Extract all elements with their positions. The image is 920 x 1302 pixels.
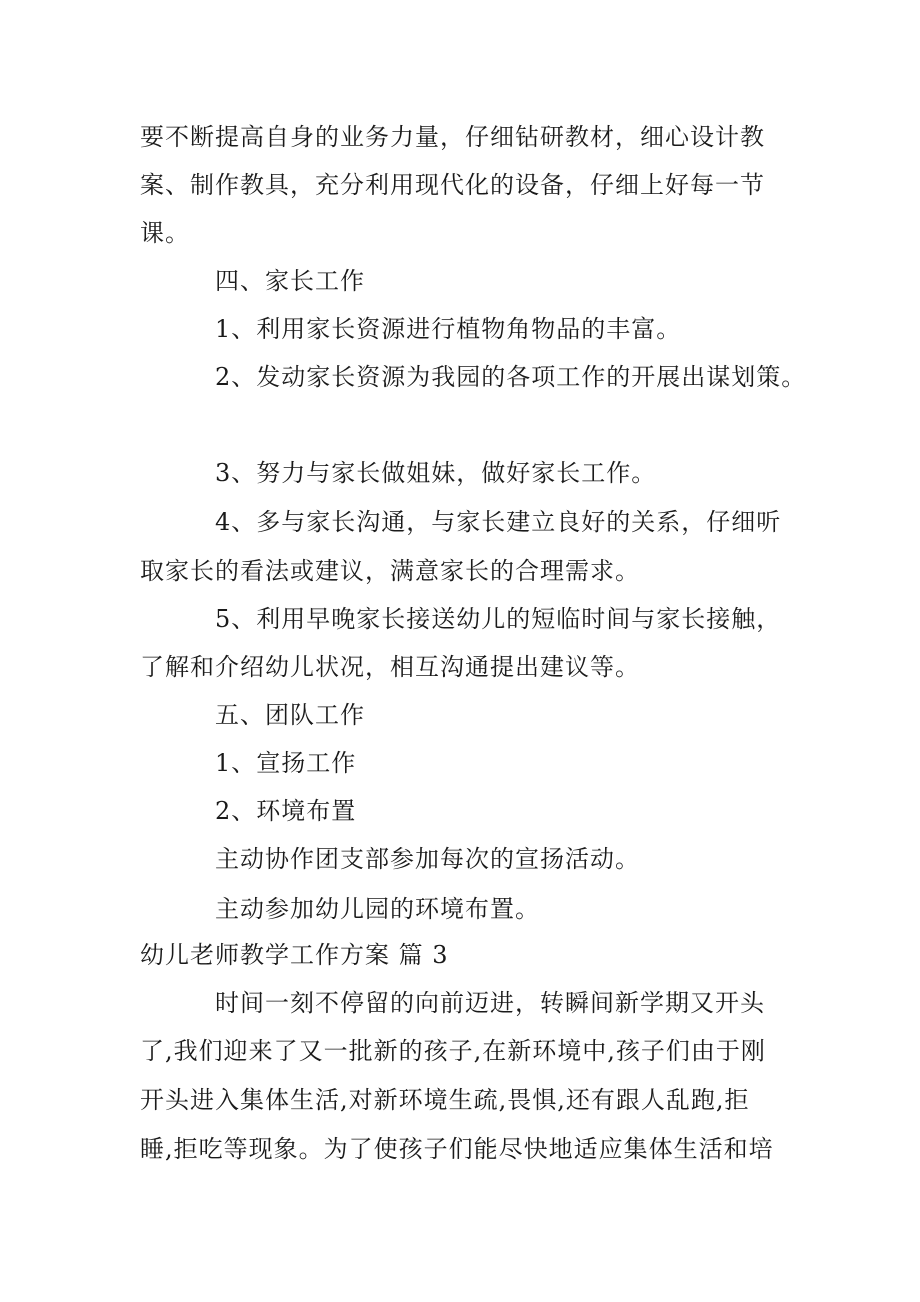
text-line: 5、利用早晚家长接送幼儿的短临时间与家长接触， [215,605,782,633]
text-line: 主动协作团支部参加每次的宣扬活动。 [215,845,640,873]
text-line: 了,我们迎来了又一批新的孩子,在新环境中,孩子们由于刚 [140,1037,766,1065]
text-line: 时间一刻不停留的向前迈进，转瞬间新学期又开头 [215,989,765,1017]
text-line: 睡,拒吃等现象。为了使孩子们能尽快地适应集体生活和培 [140,1135,774,1163]
section-heading: 五、团队工作 [215,701,365,729]
text-line: 1、利用家长资源进行植物角物品的丰富。 [215,315,682,343]
text-line: 3、努力与家长做姐妹，做好家长工作。 [215,459,657,487]
article-title: 幼儿老师教学工作方案 篇 3 [140,941,449,969]
text-line: 案、制作教具，充分利用现代化的设备，仔细上好每一节 [140,171,765,199]
text-line: 取家长的看法或建议，满意家长的合理需求。 [140,557,640,585]
text-line: 主动参加幼儿园的环境布置。 [215,895,540,923]
text-line: 1、宣扬工作 [215,749,357,777]
section-heading: 四、家长工作 [215,267,365,295]
text-line: 2、发动家长资源为我园的各项工作的开展出谋划策。 [215,363,807,391]
text-line: 开头进入集体生活,对新环境生疏,畏惧,还有跟人乱跑,拒 [140,1086,750,1114]
text-line: 2、环境布置 [215,797,357,825]
text-line: 要不断提高自身的业务力量，仔细钻研教材，细心设计教 [140,123,765,151]
text-line: 课。 [140,219,190,247]
text-line: 4、多与家长沟通，与家长建立良好的关系，仔细听 [215,508,782,536]
text-line: 了解和介绍幼儿状况，相互沟通提出建议等。 [140,653,640,681]
